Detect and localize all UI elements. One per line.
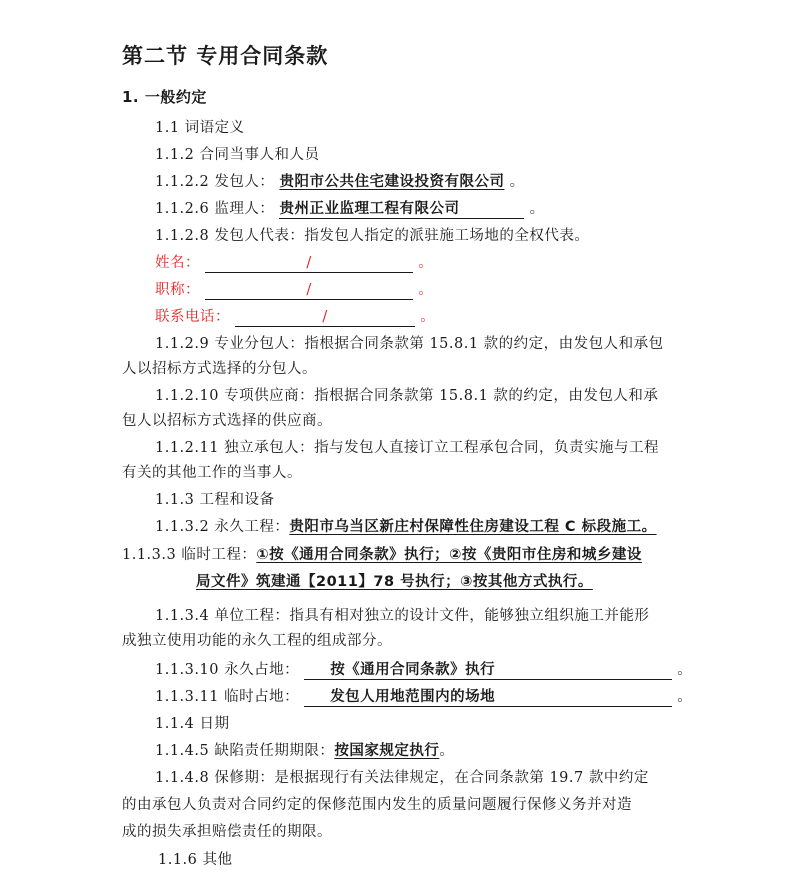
clause-1-1-2: 1.1.2 合同当事人和人员 xyxy=(155,147,320,163)
rep-name-row xyxy=(155,253,433,273)
temporary-land-end: 。 xyxy=(677,689,693,705)
rep-title-row xyxy=(155,280,433,300)
clause-temporary-works-cont xyxy=(196,572,593,592)
rep-name-label: 姓名： xyxy=(155,255,200,271)
supervisor-label: 1.1.2.6 监理人： xyxy=(155,201,275,217)
clause-warranty-a: 1.1.4.8 保修期：是根据现行有关法律规定，在合同条款第 19.7 款中约定 xyxy=(155,770,649,786)
supervisor-value: 贵州正业监理工程有限公司 xyxy=(279,201,460,217)
rep-phone-label: 联系电话： xyxy=(155,309,230,325)
clause-temporary-works xyxy=(122,545,642,565)
section-title: 第二节 专用合同条款 xyxy=(122,44,329,68)
rep-name-field: / xyxy=(205,254,413,273)
heading-general-provisions: 1. 一般约定 xyxy=(122,88,207,106)
clause-supplier-a: 1.1.2.10 专项供应商：指根据合同条款第 15.8.1 款的约定，由发包人和承 xyxy=(155,388,659,404)
clause-dates: 1.1.4 日期 xyxy=(155,716,230,732)
rep-title-field: / xyxy=(205,281,413,300)
rep-title-label: 职称： xyxy=(155,282,200,298)
defects-period-end: 。 xyxy=(439,743,455,759)
clause-independent-a: 1.1.2.11 独立承包人：指与发包人直接订立工程承包合同，负责实施与工程 xyxy=(155,440,660,456)
clause-subcontractor-b: 人以招标方式选择的分包人。 xyxy=(122,361,317,377)
rep-phone-end: 。 xyxy=(420,309,436,325)
clause-employer xyxy=(155,172,525,192)
temporary-works-value-a: ①按《通用合同条款》执行；②按《贵阳市住房和城乡建设 xyxy=(256,547,642,563)
clause-independent-b: 有关的其他工作的当事人。 xyxy=(122,465,302,481)
employer-end: 。 xyxy=(509,174,525,190)
clause-permanent-land xyxy=(155,660,692,680)
temporary-land-field xyxy=(304,688,672,707)
clause-permanent-works xyxy=(155,517,657,537)
clause-employer-rep: 1.1.2.8 发包人代表：指发包人指定的派驻施工场地的全权代表。 xyxy=(155,228,590,244)
clause-subcontractor-a: 1.1.2.9 专业分包人：指根据合同条款第 15.8.1 款的约定，由发包人和承包 xyxy=(155,336,664,352)
clause-other: 1.1.6 其他 xyxy=(158,852,233,868)
supervisor-end: 。 xyxy=(529,201,545,217)
clause-supplier-b: 包人以招标方式选择的供应商。 xyxy=(122,413,332,429)
clause-unit-works-a: 1.1.3.4 单位工程：指具有相对独立的设计文件，能够独立组织施工并能形 xyxy=(155,608,650,624)
temporary-works-label: 1.1.3.3 临时工程： xyxy=(122,547,257,563)
employer-value: 贵阳市公共住宅建设投资有限公司 xyxy=(279,174,505,190)
permanent-works-value: 贵阳市乌当区新庄村保障性住房建设工程 C 标段施工。 xyxy=(289,519,657,535)
defects-period-label: 1.1.4.5 缺陷责任期期限： xyxy=(155,743,335,759)
temporary-land-label: 1.1.3.11 临时占地： xyxy=(155,689,300,705)
permanent-land-field xyxy=(304,661,672,680)
temporary-land-value: 发包人用地范围内的场地 xyxy=(330,689,496,705)
clause-defects-period xyxy=(155,741,454,761)
clause-temporary-land xyxy=(155,687,692,707)
rep-phone-row xyxy=(155,307,435,327)
clause-warranty-b: 的由承包人负责对合同约定的保修范围内发生的质量问题履行保修义务并对造 xyxy=(122,797,632,813)
clause-1-1: 1.1 词语定义 xyxy=(155,120,245,136)
supervisor-field xyxy=(279,200,524,219)
permanent-land-label: 1.1.3.10 永久占地： xyxy=(155,662,300,678)
defects-period-value: 按国家规定执行 xyxy=(334,743,440,759)
clause-supervisor xyxy=(155,199,545,219)
clause-warranty-c: 成的损失承担赔偿责任的期限。 xyxy=(122,824,332,840)
rep-name-end: 。 xyxy=(418,255,434,271)
temporary-works-value-b: 局文件》筑建通【2011】78 号执行；③按其他方式执行。 xyxy=(196,574,593,590)
permanent-land-end: 。 xyxy=(677,662,693,678)
rep-phone-field: / xyxy=(235,308,415,327)
permanent-works-label: 1.1.3.2 永久工程： xyxy=(155,519,290,535)
clause-works-equipment: 1.1.3 工程和设备 xyxy=(155,492,275,508)
rep-title-end: 。 xyxy=(418,282,434,298)
permanent-land-value: 按《通用合同条款》执行 xyxy=(330,662,496,678)
employer-label: 1.1.2.2 发包人： xyxy=(155,174,275,190)
clause-unit-works-b: 成独立使用功能的永久工程的组成部分。 xyxy=(122,633,392,649)
